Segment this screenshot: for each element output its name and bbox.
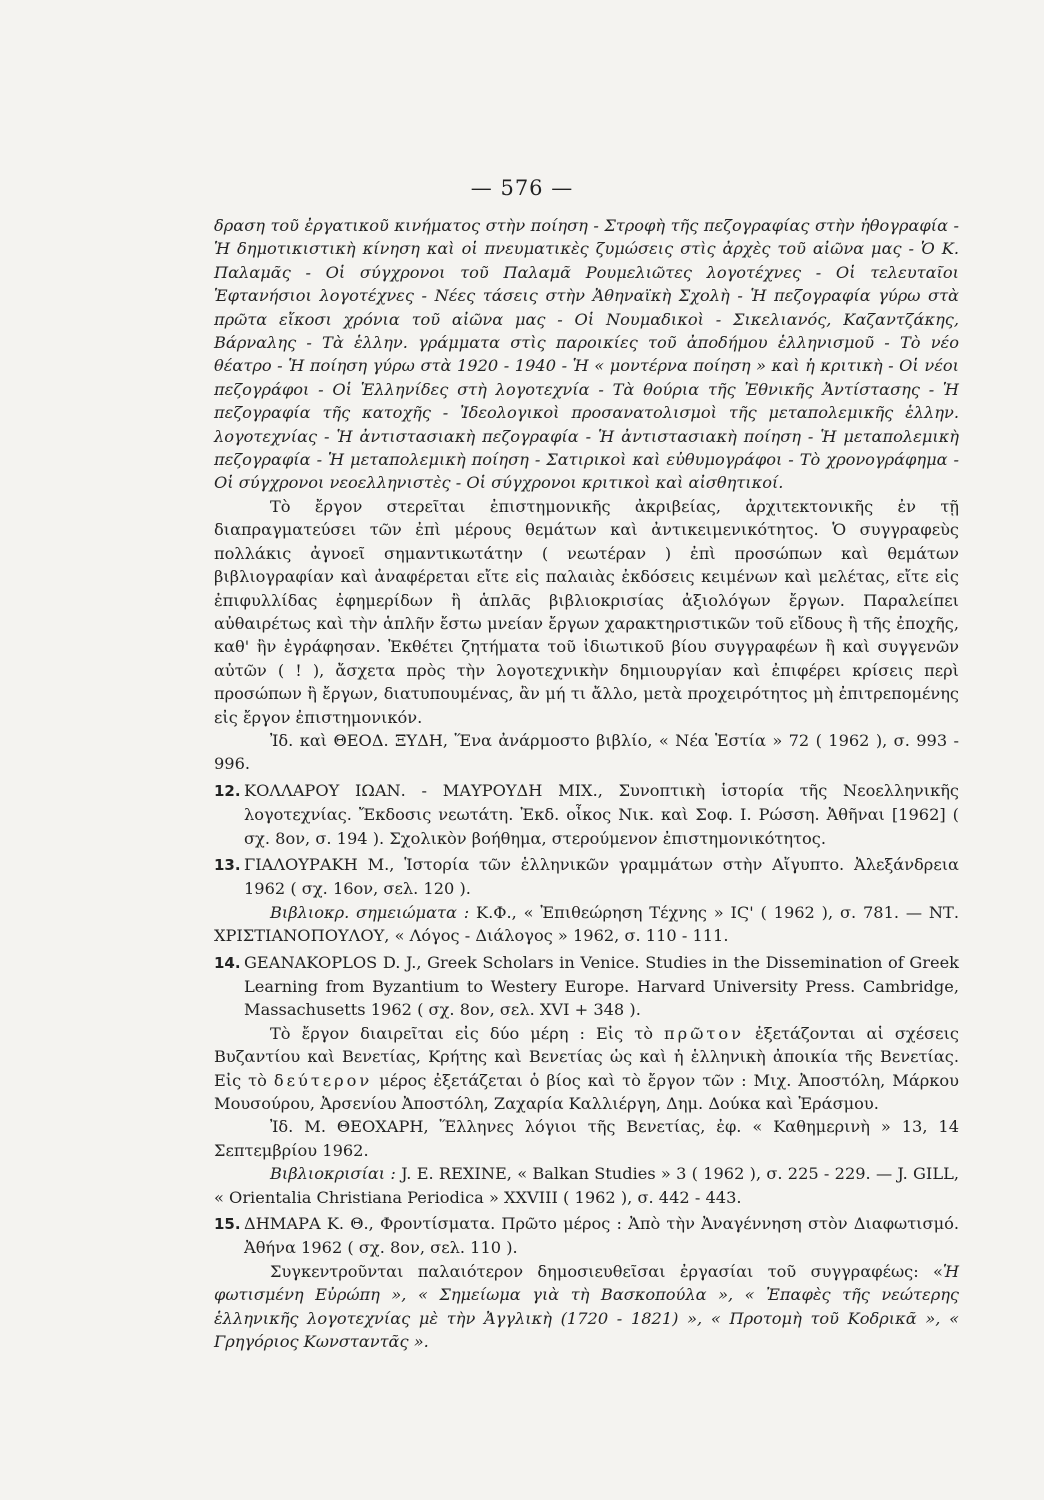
- summary-text: Τὸ ἔργον διαιρεῖται εἰς δύο μέρη : Εἰς τὸ: [270, 1023, 653, 1043]
- entry-summary: [214, 1260, 959, 1354]
- entry-citation: ΔΗΜΑΡΑ Κ. Θ., Φροντίσματα. Πρῶτο μέρος : Ἀπὸ τὴν Ἀναγέννηση στὸν Διαφωτισμό. Ἀθήνα 1962 ( σχ. 8ον, σελ. 110 ).: [244, 1214, 959, 1258]
- bibliography-entry-15: [214, 1212, 959, 1353]
- critique-reference: Ἰδ. καὶ ΘΕΟΔ. ΞΥΔΗ, Ἕνα ἀνάρμοστο βιβλίο, « Νέα Ἑστία » 72 ( 1962 ), σ. 993 - 996.: [214, 730, 959, 774]
- critique-paragraph: Τὸ ἔργον στερεῖται ἐπιστημονικῆς ἀκριβείας, ἀρχιτεκτονικῆς ἐν τῇ διαπραγματεύσει τῶν ἐπὶ μέρους θεμάτων καὶ ἀντικειμενικότητος. Ὁ συγγραφεὺς πολλάκις ἀγνοεῖ σημαντικωτάτην ( νεωτέραν ) ἐπὶ προσώπων καὶ θεμάτων βιβλιογραφίαν καὶ ἀναφέρεται εἴτε εἰς παλαιὰς ἐκδόσεις κειμένων καὶ μελέτας, εἴτε εἰς ἐπιφυλλίδας ἐφημερίδων ἢ ἁπλᾶς βιβλιοκρισίας ἀξιολόγων ἔργων. Παραλείπει αὐθαιρέτως καὶ τὴν ἁπλῆν ἔστω μνείαν ἔργων χαρακτηριστικῶν τοῦ εἴδους ἢ τῆς ἐποχῆς, καθ' ἣν ἐγράφησαν. Ἐκθέτει ζητήματα τοῦ ἰδιωτικοῦ βίου συγγραφέων ἢ καὶ συγγενῶν αὐτῶν ( ! ), ἄσχετα πρὸς τὴν λογοτεχνικὴν δημιουργίαν καὶ ἐπιφέρει κρίσεις περὶ προσώπων ἢ ἔργων, διατυπουμένας, ἂν μή τι ἄλλο, μετὰ προχειρότητος μὴ ἐπιτρεπομένης εἰς ἔργον ἐπιστημονικόν.: [214, 496, 959, 727]
- entry-number: 15.: [214, 1215, 241, 1234]
- entry-see-also: Ἰδ. Μ. ΘΕΟΧΑΡΗ, Ἕλληνες λόγιοι τῆς Βενετίας, ἐφ. « Καθημερινὴ » 13, 14 Σεπτεμβρίου 1962.: [214, 1117, 959, 1160]
- summary-emphasis-first: πρῶτον: [664, 1023, 744, 1043]
- reviews-label: Βιβλιοκρισίαι :: [270, 1164, 396, 1184]
- summary-text: Συγκεντροῦνται παλαιότερον δημοσιευθεῖσαι ἐργασίαι τοῦ συγγραφέως: «: [270, 1261, 943, 1281]
- entry-number: 14.: [214, 953, 241, 972]
- bibliography-entry-13: [214, 853, 959, 948]
- summary-text: ἐξετάζονται αἱ σχέσεις Βυζαντίου καὶ Βενετίας, Κρήτης καὶ Βενετίας ὡς καὶ ἡ ἑλληνικὴ ἀποικία τῆς Βενετίας. Εἰς τὸ: [214, 1023, 959, 1090]
- summary-text: μέρος ἐξετάζεται ὁ βίος καὶ τὸ ἔργον τῶν : Μιχ. Ἀποστόλη, Μάρκου Μουσούρου, Ἀρσενίου Ἀποστόλη, Ζαχαρία Καλλιέργη, Δημ. Δούκα καὶ Ἐράσμου.: [214, 1070, 959, 1114]
- entry-citation: ΓΙΑΛΟΥΡΑΚΗ Μ., Ἱστορία τῶν ἑλληνικῶν γραμμάτων στὴν Αἴγυπτο. Ἀλεξάνδρεια 1962 ( σχ. 16ον, σελ. 120 ).: [244, 854, 959, 899]
- entry-citation: GEANAKOPLOS D. J., Greek Scholars in Venice. Studies in the Dissemination of Greek Learning from Byzantium to Westery Europe. Harvard University Press. Cambridge, Massachusetts 1962 ( σχ. 8ον, σελ. XVI + 348 ).: [244, 952, 959, 1020]
- entry-summary: [214, 1022, 959, 1116]
- page-text: [214, 214, 959, 1354]
- bibliography-entry-12: [214, 779, 959, 850]
- entry-reviews: [214, 1162, 959, 1209]
- reviews-text: Κ.Φ., « Ἐπιθεώρηση Τέχνης » ΙϚ' ( 1962 ), σ. 781. — ΝΤ. ΧΡΙΣΤΙΑΝΟΠΟΥΛΟΥ, « Λόγος - Διάλογος » 1962, σ. 110 - 111.: [214, 902, 959, 946]
- contents-list-paragraph: δραση τοῦ ἐργατικοῦ κινήματος στὴν ποίηση - Στροφὴ τῆς πεζογραφίας στὴν ἠθογραφία - Ἡ δημοτικιστικὴ κίνηση καὶ οἱ πνευματικὲς ζυμώσεις στὶς ἀρχὲς τοῦ αἰῶνα μας - Ὁ Κ. Παλαμᾶς - Οἱ σύγχρονοι τοῦ Παλαμᾶ Ρουμελιῶτες λογοτέχνες - Οἱ τελευταῖοι Ἑφτανήσιοι λογοτέχνες - Νέες τάσεις στὴν Ἀθηναϊκὴ Σχολὴ - Ἡ πεζογραφία γύρω στὰ πρῶτα εἴκοσι χρόνια τοῦ αἰῶνα μας - Οἱ Νουμαδικοὶ - Σικελιανός, Καζαντζάκης, Βάρναλης - Τὰ ἑλλην. γράμματα στὶς παροικίες τοῦ ἀποδήμου ἑλληνισμοῦ - Τὸ νέο θέατρο - Ἡ ποίηση γύρω στὰ 1920 - 1940 - Ἡ « μοντέρνα ποίηση » καὶ ἡ κριτικὴ - Οἱ νέοι πεζογράφοι - Οἱ Ἑλληνίδες στὴ λογοτεχνία - Τὰ θούρια τῆς Ἐθνικῆς Ἀντίστασης - Ἡ πεζογραφία τῆς κατοχῆς - Ἰδεολογικοὶ προσανατολισμοὶ τῆς μεταπολεμικῆς ἑλλην. λογοτεχνίας - Ἡ ἀντιστασιακὴ πεζογραφία - Ἡ ἀντιστασιακὴ ποίηση - Ἡ μεταπολεμικὴ πεζογραφία - Ἡ μεταπολεμικὴ ποίηση - Σατιρικοὶ καὶ εὐθυμογράφοι - Τὸ χρονογράφημα - Οἱ σύγχρονοι νεοελληνιστὲς - Οἱ σύγχρονοι κριτικοὶ καὶ αἰσθητικοί.: [214, 216, 959, 493]
- entry-citation: ΚΟΛΛΑΡΟΥ ΙΩΑΝ. - ΜΑΥΡΟΥΔΗ ΜΙΧ., Συνοπτικὴ ἱστορία τῆς Νεοελληνικῆς λογοτεχνίας. Ἔκδοσις νεωτάτη. Ἐκδ. οἶκος Νικ. καὶ Σοφ. Ι. Ρώσση. Ἀθῆναι [1962] ( σχ. 8ον, σ. 194 ). Σχολικὸν βοήθημα, στερούμενον ἐπιστημονικότητος.: [244, 780, 959, 848]
- summary-emphasis-second: δεύτερον: [273, 1070, 373, 1090]
- entry-number: 12.: [214, 781, 241, 800]
- entry-number: 13.: [214, 855, 241, 874]
- bibliography-entry-14: [214, 951, 959, 1209]
- page-number: — 576 —: [470, 176, 574, 200]
- entry-reviews: [214, 901, 959, 948]
- reviews-text: J. E. REXINE, « Balkan Studies » 3 ( 1962 ), σ. 225 - 229. — J. GILL, « Orientalia Christiana Periodica » XXVIII ( 1962 ), σ. 442 - 443.: [214, 1164, 959, 1207]
- reviews-label: Βιβλιοκρ. σημειώματα :: [270, 902, 470, 922]
- summary-titles: Ἡ φωτισμένη Εὐρώπη », « Σημείωμα γιὰ τὴ Βασκοπούλα », « Ἐπαφὲς τῆς νεώτερης ἑλληνικῆς λογοτεχνίας μὲ τὴν Ἀγγλικὴ (1720 - 1821) », « Προτομὴ τοῦ Κοδρικᾶ », « Γρηγόριος Κωνσταντᾶς ».: [214, 1261, 959, 1352]
